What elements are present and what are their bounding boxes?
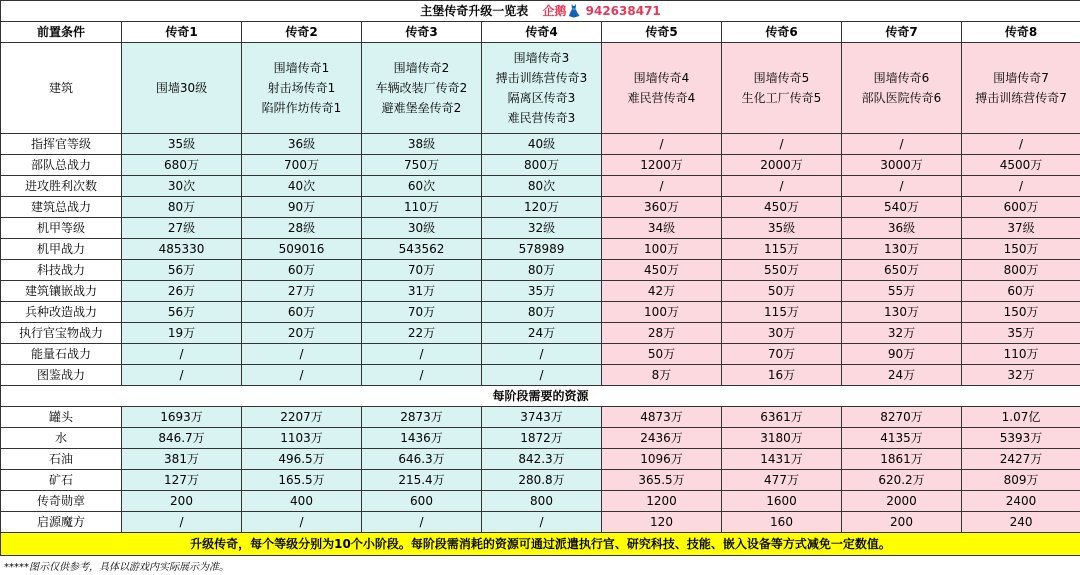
row-label: 机甲等级 [1,218,122,239]
table-row [1,281,1080,302]
building-requirement: 围墙传奇3 [482,48,601,68]
value-cell: 809万 [962,470,1080,491]
value-cell: 381万 [122,449,242,470]
value-cell: 80万 [482,260,602,281]
value-cell: 36级 [242,134,362,155]
building-requirement: 搏击训练营传奇7 [962,88,1080,108]
header-cell: 传奇7 [842,22,962,43]
value-cell: 32万 [842,323,962,344]
value-cell: 32万 [962,365,1080,386]
value-cell: 127万 [122,470,242,491]
value-cell: 450万 [722,197,842,218]
table-row [1,302,1080,323]
value-cell: 2436万 [602,428,722,449]
value-cell: 120万 [482,197,602,218]
row-label: 启源魔方 [1,512,122,533]
table-row [1,155,1080,176]
value-cell: 550万 [722,260,842,281]
contact-label: 企鹅 [542,4,566,18]
row-label: 建筑 [1,43,122,134]
value-cell: 130万 [842,302,962,323]
row-label: 机甲战力 [1,239,122,260]
value-cell: 90万 [842,344,962,365]
value-cell: 2207万 [242,407,362,428]
footer-disclaimer: *****图示仅供参考，具体以游戏内实际展示为准。 [0,556,1080,575]
value-cell: 620.2万 [842,470,962,491]
value-cell: 28万 [602,323,722,344]
value-cell: 110万 [362,197,482,218]
value-cell: 2400 [962,491,1080,512]
value-cell: 2000 [842,491,962,512]
value-cell: 40级 [482,134,602,155]
table-row [1,218,1080,239]
resource-row [1,407,1080,428]
value-cell: 2873万 [362,407,482,428]
value-cell: / [602,176,722,197]
value-cell: 680万 [122,155,242,176]
value-cell: 19万 [122,323,242,344]
building-cell [242,43,362,134]
table-row [1,344,1080,365]
value-cell: / [122,512,242,533]
resource-row [1,449,1080,470]
value-cell: 32级 [482,218,602,239]
table-row [1,176,1080,197]
value-cell: 800 [482,491,602,512]
header-cell: 传奇6 [722,22,842,43]
building-requirement: 围墙传奇4 [602,68,721,88]
value-cell: 5393万 [962,428,1080,449]
value-cell: 1861万 [842,449,962,470]
value-cell: 36级 [842,218,962,239]
value-cell: 100万 [602,239,722,260]
value-cell: / [482,365,602,386]
value-cell: 30次 [122,176,242,197]
table-row [1,134,1080,155]
value-cell: 450万 [602,260,722,281]
building-requirement: 隔离区传奇3 [482,88,601,108]
value-cell: / [962,176,1080,197]
value-cell: 80次 [482,176,602,197]
value-cell: 2427万 [962,449,1080,470]
building-cell [962,43,1080,134]
table-row [1,365,1080,386]
value-cell: 160 [722,512,842,533]
value-cell: 50万 [602,344,722,365]
value-cell: 215.4万 [362,470,482,491]
row-label: 建筑总战力 [1,197,122,218]
value-cell: / [242,512,362,533]
row-label: 兵种改造战力 [1,302,122,323]
value-cell: 700万 [242,155,362,176]
value-cell: / [842,134,962,155]
value-cell: / [242,344,362,365]
note-row [1,533,1080,556]
building-requirement: 围墙传奇1 [242,58,361,78]
row-label: 传奇勋章 [1,491,122,512]
contact-number: 942638471 [586,4,661,18]
building-cell [122,43,242,134]
value-cell: 509016 [242,239,362,260]
value-cell: 56万 [122,260,242,281]
value-cell: 34级 [602,218,722,239]
value-cell: / [602,134,722,155]
resource-row [1,470,1080,491]
building-row [1,43,1080,134]
value-cell: 80万 [482,302,602,323]
value-cell: 70万 [722,344,842,365]
value-cell: 200 [122,491,242,512]
value-cell: 1096万 [602,449,722,470]
value-cell: 130万 [842,239,962,260]
value-cell: 115万 [722,239,842,260]
row-label: 水 [1,428,122,449]
value-cell: 1.07亿 [962,407,1080,428]
table-row [1,197,1080,218]
value-cell: 8270万 [842,407,962,428]
row-label: 石油 [1,449,122,470]
section-title: 每阶段需要的资源 [1,386,1080,407]
row-label: 部队总战力 [1,155,122,176]
value-cell: 578989 [482,239,602,260]
value-cell: / [722,176,842,197]
value-cell: 30级 [362,218,482,239]
building-requirement: 车辆改装厂传奇2 [362,78,481,98]
value-cell: 35级 [722,218,842,239]
value-cell: 27万 [242,281,362,302]
building-requirement: 围墙传奇6 [842,68,961,88]
value-cell: 1872万 [482,428,602,449]
resource-row [1,512,1080,533]
value-cell: 800万 [962,260,1080,281]
row-label: 罐头 [1,407,122,428]
value-cell: 842.3万 [482,449,602,470]
value-cell: 70万 [362,302,482,323]
value-cell: 1436万 [362,428,482,449]
value-cell: 50万 [722,281,842,302]
value-cell: 38级 [362,134,482,155]
value-cell: 35万 [962,323,1080,344]
value-cell: 22万 [362,323,482,344]
row-label: 能量石战力 [1,344,122,365]
header-cell: 传奇4 [482,22,602,43]
value-cell: 200 [842,512,962,533]
value-cell: 650万 [842,260,962,281]
value-cell: 31万 [362,281,482,302]
value-cell: / [362,512,482,533]
row-label: 指挥官等级 [1,134,122,155]
value-cell: 485330 [122,239,242,260]
value-cell: 3000万 [842,155,962,176]
resource-row [1,491,1080,512]
value-cell: 846.7万 [122,428,242,449]
value-cell: 2000万 [722,155,842,176]
value-cell: 30万 [722,323,842,344]
header-cell: 前置条件 [1,22,122,43]
value-cell: / [362,365,482,386]
header-row [1,22,1080,43]
building-requirement: 围墙30级 [122,78,241,98]
value-cell: 80万 [122,197,242,218]
building-requirement: 围墙传奇5 [722,68,841,88]
value-cell: 165.5万 [242,470,362,491]
value-cell: 150万 [962,302,1080,323]
building-requirement: 避难堡垒传奇2 [362,98,481,118]
header-cell: 传奇1 [122,22,242,43]
value-cell: / [362,344,482,365]
value-cell: 20万 [242,323,362,344]
header-cell: 传奇3 [362,22,482,43]
value-cell: / [722,134,842,155]
value-cell: 646.3万 [362,449,482,470]
value-cell: 1600 [722,491,842,512]
value-cell: 70万 [362,260,482,281]
value-cell: 540万 [842,197,962,218]
header-cell: 传奇2 [242,22,362,43]
value-cell: 6361万 [722,407,842,428]
building-requirement: 难民营传奇3 [482,108,601,128]
value-cell: 56万 [122,302,242,323]
value-cell: 4135万 [842,428,962,449]
building-requirement: 围墙传奇2 [362,58,481,78]
value-cell: 1200万 [602,155,722,176]
value-cell: 400 [242,491,362,512]
building-requirement: 射击场传奇1 [242,78,361,98]
value-cell: 800万 [482,155,602,176]
value-cell: 60万 [962,281,1080,302]
table-row [1,323,1080,344]
value-cell: / [242,365,362,386]
dress-icon: 👗 [566,4,581,18]
value-cell: 26万 [122,281,242,302]
value-cell: 110万 [962,344,1080,365]
table-row [1,260,1080,281]
value-cell: 280.8万 [482,470,602,491]
value-cell: / [122,365,242,386]
building-cell [722,43,842,134]
value-cell: 16万 [722,365,842,386]
value-cell: 37级 [962,218,1080,239]
building-cell [362,43,482,134]
value-cell: 42万 [602,281,722,302]
value-cell: 600 [362,491,482,512]
upgrade-note: 升级传奇，每个等级分别为10个小阶段。每阶段需消耗的资源可通过派遣执行官、研究科技、技能、嵌入设备等方式减免一定数值。 [1,533,1080,556]
building-requirement: 搏击训练营传奇3 [482,68,601,88]
row-label: 执行官宝物战力 [1,323,122,344]
value-cell: 120 [602,512,722,533]
value-cell: 477万 [722,470,842,491]
header-cell: 传奇5 [602,22,722,43]
value-cell: 60万 [242,260,362,281]
value-cell: 40次 [242,176,362,197]
row-label: 图鉴战力 [1,365,122,386]
value-cell: 496.5万 [242,449,362,470]
building-requirement: 难民营传奇4 [602,88,721,108]
value-cell: 60次 [362,176,482,197]
row-label: 科技战力 [1,260,122,281]
value-cell: 55万 [842,281,962,302]
building-cell [602,43,722,134]
value-cell: 4873万 [602,407,722,428]
value-cell: 240 [962,512,1080,533]
value-cell: 27级 [122,218,242,239]
building-requirement: 生化工厂传奇5 [722,88,841,108]
value-cell: 90万 [242,197,362,218]
value-cell: 8万 [602,365,722,386]
value-cell: 115万 [722,302,842,323]
value-cell: 600万 [962,197,1080,218]
value-cell: 1693万 [122,407,242,428]
value-cell: 35级 [122,134,242,155]
value-cell: 4500万 [962,155,1080,176]
value-cell: 100万 [602,302,722,323]
value-cell: 3180万 [722,428,842,449]
value-cell: 360万 [602,197,722,218]
building-requirement: 部队医院传奇6 [842,88,961,108]
value-cell: / [962,134,1080,155]
section-row [1,386,1080,407]
building-requirement: 陷阱作坊传奇1 [242,98,361,118]
row-label: 进攻胜利次数 [1,176,122,197]
value-cell: 28级 [242,218,362,239]
building-requirement: 围墙传奇7 [962,68,1080,88]
value-cell: 750万 [362,155,482,176]
value-cell: / [842,176,962,197]
value-cell: 1200 [602,491,722,512]
value-cell: / [122,344,242,365]
value-cell: 365.5万 [602,470,722,491]
value-cell: 1103万 [242,428,362,449]
header-cell: 传奇8 [962,22,1080,43]
row-label: 矿石 [1,470,122,491]
value-cell: 543562 [362,239,482,260]
building-cell [482,43,602,134]
value-cell: 60万 [242,302,362,323]
row-label: 建筑镶嵌战力 [1,281,122,302]
value-cell: 1431万 [722,449,842,470]
value-cell: / [482,344,602,365]
value-cell: 24万 [842,365,962,386]
table-title: 主堡传奇升级一览表 [420,4,528,18]
value-cell: 150万 [962,239,1080,260]
value-cell: / [482,512,602,533]
building-cell [842,43,962,134]
table-row [1,239,1080,260]
value-cell: 24万 [482,323,602,344]
value-cell: 35万 [482,281,602,302]
table-title-cell [1,1,1080,22]
value-cell: 3743万 [482,407,602,428]
resource-row [1,428,1080,449]
contact-info [542,4,660,18]
